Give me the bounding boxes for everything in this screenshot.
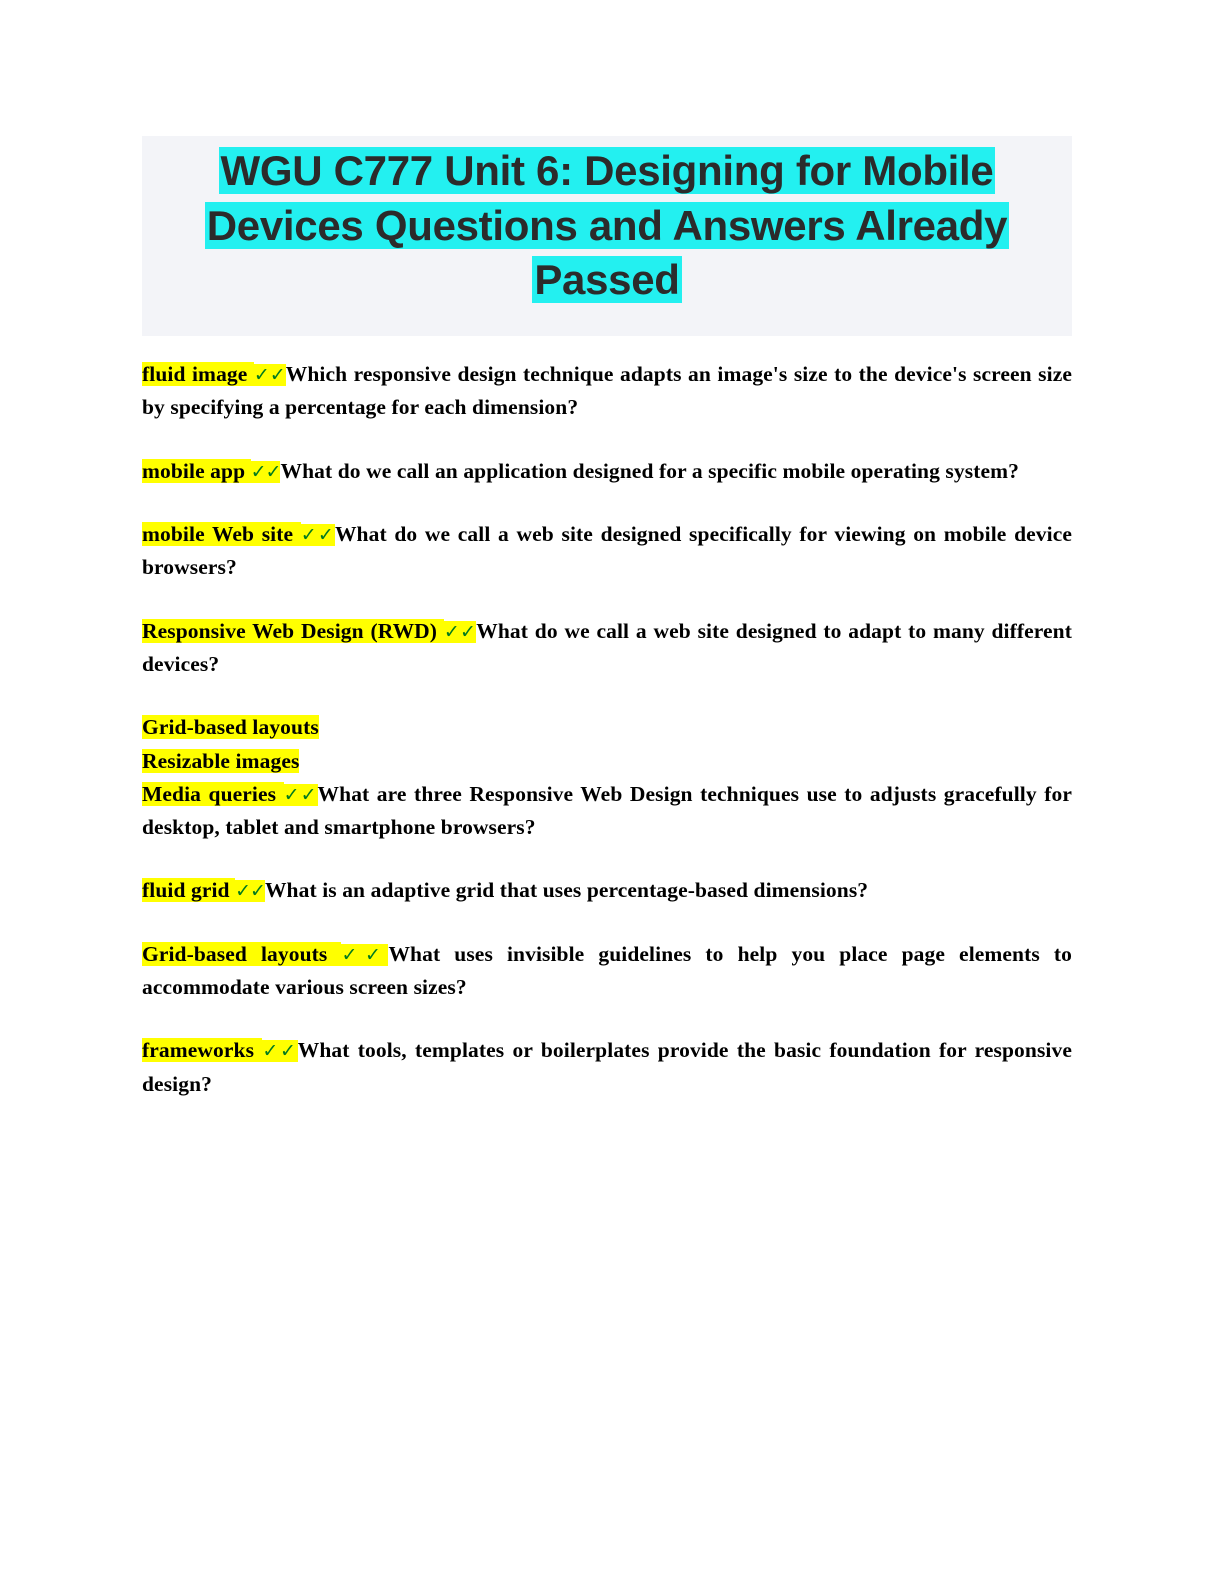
answer-text: fluid grid <box>142 878 236 903</box>
qa-item <box>142 711 1072 844</box>
answer-text: frameworks <box>142 1038 263 1063</box>
answer-text: mobile Web site <box>142 521 301 546</box>
answer-text: Responsive Web Design (RWD) <box>142 618 444 643</box>
qa-item <box>142 874 1072 907</box>
question-text: What are three Responsive Web Design techniques use to adjusts gracefully for desktop, tablet and smartphone browsers? <box>142 781 1072 840</box>
answer-line <box>142 745 1072 778</box>
page-title-text: WGU C777 Unit 6: Designing for Mobile Devices Questions and Answers Already Passed <box>206 147 1008 304</box>
qa-list <box>142 358 1072 1101</box>
answer-text: Grid-based layouts <box>142 715 319 740</box>
question-text: What uses invisible guidelines to help you place page elements to accommodate various screen sizes? <box>142 941 1073 1000</box>
question-text: What do we call a web site designed specifically for viewing on mobile device browsers? <box>142 521 1072 580</box>
qa-item <box>142 1034 1072 1101</box>
check-icon: ✓✓ <box>262 1040 298 1063</box>
check-icon: ✓✓ <box>341 943 389 966</box>
answer-text: Grid-based layouts <box>142 941 342 966</box>
check-icon: ✓✓ <box>443 620 477 643</box>
answer-text: mobile app <box>142 458 251 483</box>
check-icon: ✓✓ <box>300 523 335 546</box>
question-text: What do we call a web site designed to adapt to many different devices? <box>142 618 1072 676</box>
answer-text: Media queries <box>142 781 284 806</box>
qa-item <box>142 518 1072 585</box>
answer-line <box>142 711 1072 744</box>
qa-item <box>142 615 1072 682</box>
check-icon: ✓✓ <box>253 364 286 386</box>
answer-multiline <box>142 711 1072 778</box>
question-text: What do we call an application designed for a specific mobile operating system? <box>280 458 1019 483</box>
question-text: Which responsive design technique adapts an image's size to the device's screen size by specifying a percentage for each dimension? <box>142 362 1073 420</box>
check-icon: ✓✓ <box>235 880 265 903</box>
page-title <box>142 144 1072 308</box>
qa-item <box>142 455 1072 488</box>
question-text: What is an adaptive grid that uses percentage-based dimensions? <box>264 878 869 903</box>
title-block <box>142 136 1072 336</box>
check-icon: ✓✓ <box>250 460 281 483</box>
check-icon: ✓✓ <box>283 783 318 806</box>
answer-text: Resizable images <box>142 748 300 773</box>
qa-item <box>142 358 1072 425</box>
qa-item <box>142 938 1072 1005</box>
question-text: What tools, templates or boilerplates provide the basic foundation for responsive design? <box>142 1038 1072 1096</box>
answer-text: fluid image <box>142 362 254 386</box>
